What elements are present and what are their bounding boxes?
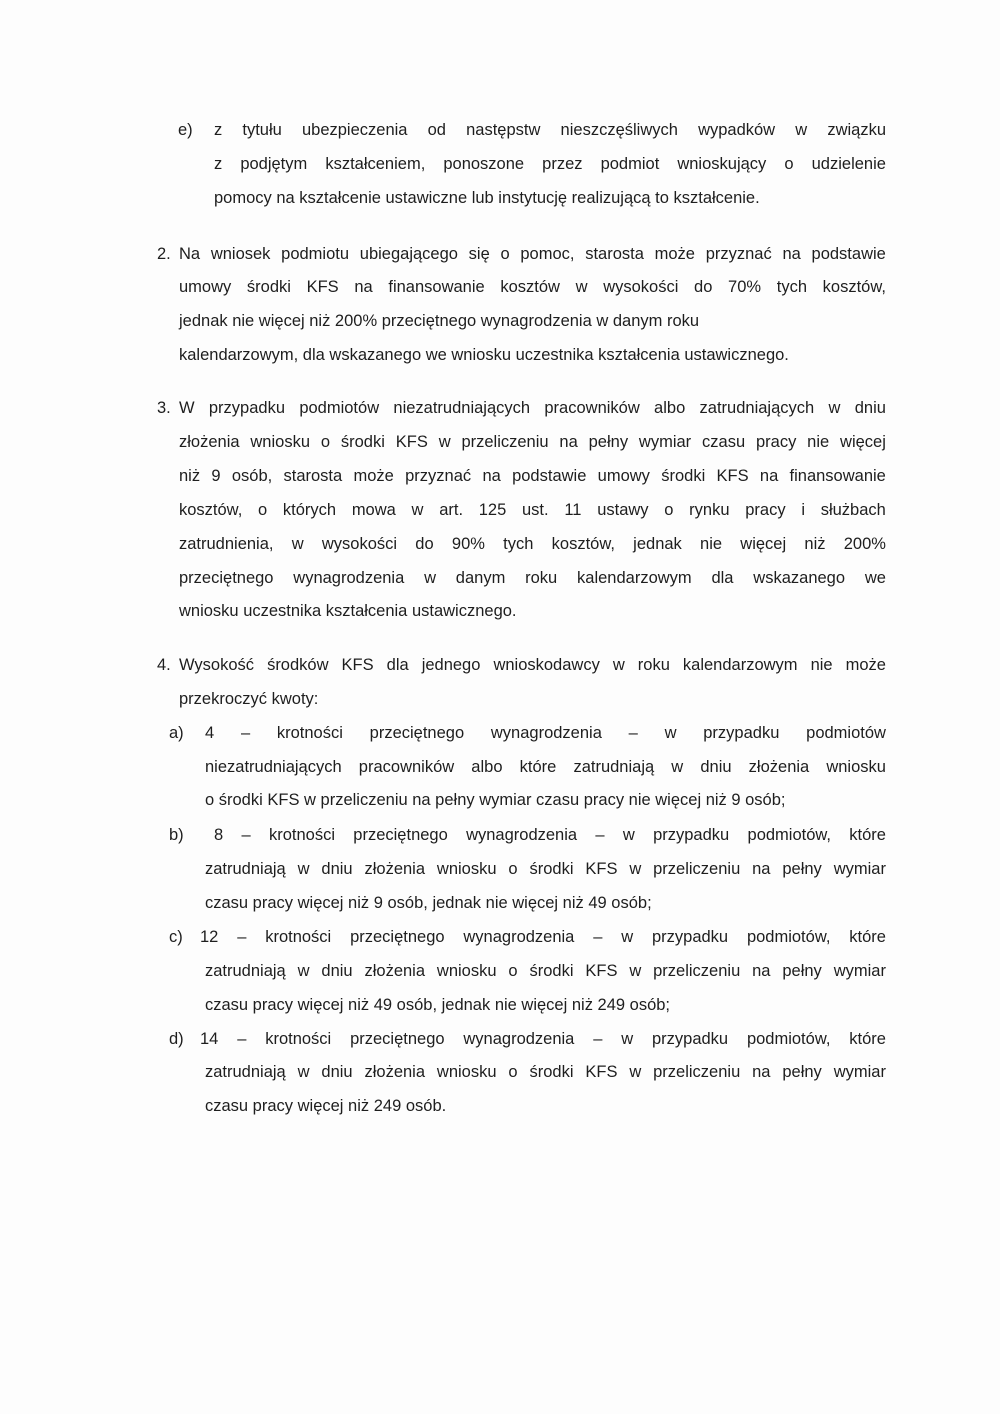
paragraph-4a-line: niezatrudniających pracowników albo które zatrudniają w dniu złożenia wniosku (205, 758, 886, 776)
paragraph-marker-4b: b) (169, 826, 184, 844)
paragraph-3-line: zatrudnienia, w wysokości do 90% tych kosztów, jednak nie więcej niż 200% (179, 535, 886, 553)
paragraph-e-line: z podjętym kształceniem, ponoszone przez podmiot wnioskujący o udzielenie (214, 155, 886, 173)
paragraph-4c-line: 12 – krotności przeciętnego wynagrodzenia – w przypadku podmiotów, które (200, 928, 886, 946)
paragraph-marker-4c: c) (169, 928, 183, 946)
paragraph-4b-line: 8 – krotności przeciętnego wynagrodzenia – w przypadku podmiotów, które (214, 826, 886, 844)
paragraph-marker-e: e) (178, 121, 193, 139)
paragraph-3-line: W przypadku podmiotów niezatrudniających pracowników albo zatrudniających w dniu (179, 399, 886, 417)
paragraph-marker-4d: d) (169, 1030, 184, 1048)
paragraph-2-line: Na wniosek podmiotu ubiegającego się o pomoc, starosta może przyznać na podstawie (179, 245, 886, 263)
paragraph-marker-3: 3. (157, 399, 171, 417)
paragraph-marker-4a: a) (169, 724, 184, 742)
paragraph-3-line: złożenia wniosku o środki KFS w przeliczeniu na pełny wymiar czasu pracy nie więcej (179, 433, 886, 451)
paragraph-4b-line: czasu pracy więcej niż 9 osób, jednak nie więcej niż 49 osób; (205, 894, 652, 912)
paragraph-e-line: pomocy na kształcenie ustawiczne lub instytucję realizującą to kształcenie. (214, 189, 760, 207)
paragraph-3-line: przeciętnego wynagrodzenia w danym roku kalendarzowym dla wskazanego we (179, 569, 886, 587)
paragraph-4a-line: o środki KFS w przeliczeniu na pełny wymiar czasu pracy nie więcej niż 9 osób; (205, 791, 786, 809)
paragraph-marker-2: 2. (157, 245, 171, 263)
paragraph-2-line: umowy środki KFS na finansowanie kosztów w wysokości do 70% tych kosztów, (179, 278, 886, 296)
paragraph-4b-line: zatrudniają w dniu złożenia wniosku o środki KFS w przeliczeniu na pełny wymiar (205, 860, 886, 878)
paragraph-4c-line: czasu pracy więcej niż 49 osób, jednak nie więcej niż 249 osób; (205, 996, 671, 1014)
paragraph-marker-4: 4. (157, 656, 171, 674)
paragraph-3-line: kosztów, o których mowa w art. 125 ust. 11 ustawy o rynku pracy i służbach (179, 501, 886, 519)
paragraph-e-line: z tytułu ubezpieczenia od następstw nieszczęśliwych wypadków w związku (214, 121, 886, 139)
paragraph-4d-line: zatrudniają w dniu złożenia wniosku o środki KFS w przeliczeniu na pełny wymiar (205, 1063, 886, 1081)
paragraph-4c-line: zatrudniają w dniu złożenia wniosku o środki KFS w przeliczeniu na pełny wymiar (205, 962, 886, 980)
paragraph-4d-line: 14 – krotności przeciętnego wynagrodzenia – w przypadku podmiotów, które (200, 1030, 886, 1048)
paragraph-4a-line: 4 – krotności przeciętnego wynagrodzenia – w przypadku podmiotów (205, 724, 886, 742)
paragraph-4d-line: czasu pracy więcej niż 249 osób. (205, 1097, 447, 1115)
paragraph-4-line: przekroczyć kwoty: (179, 690, 319, 708)
paragraph-3-line: niż 9 osób, starosta może przyznać na podstawie umowy środki KFS na finansowanie (179, 467, 886, 485)
paragraph-2-line: kalendarzowym, dla wskazanego we wniosku uczestnika kształcenia ustawicznego. (179, 346, 789, 364)
paragraph-2-line: jednak nie więcej niż 200% przeciętnego wynagrodzenia w danym roku (179, 312, 700, 330)
paragraph-4-line: Wysokość środków KFS dla jednego wnioskodawcy w roku kalendarzowym nie może (179, 656, 886, 674)
paragraph-3-line: wniosku uczestnika kształcenia ustawicznego. (179, 602, 517, 620)
